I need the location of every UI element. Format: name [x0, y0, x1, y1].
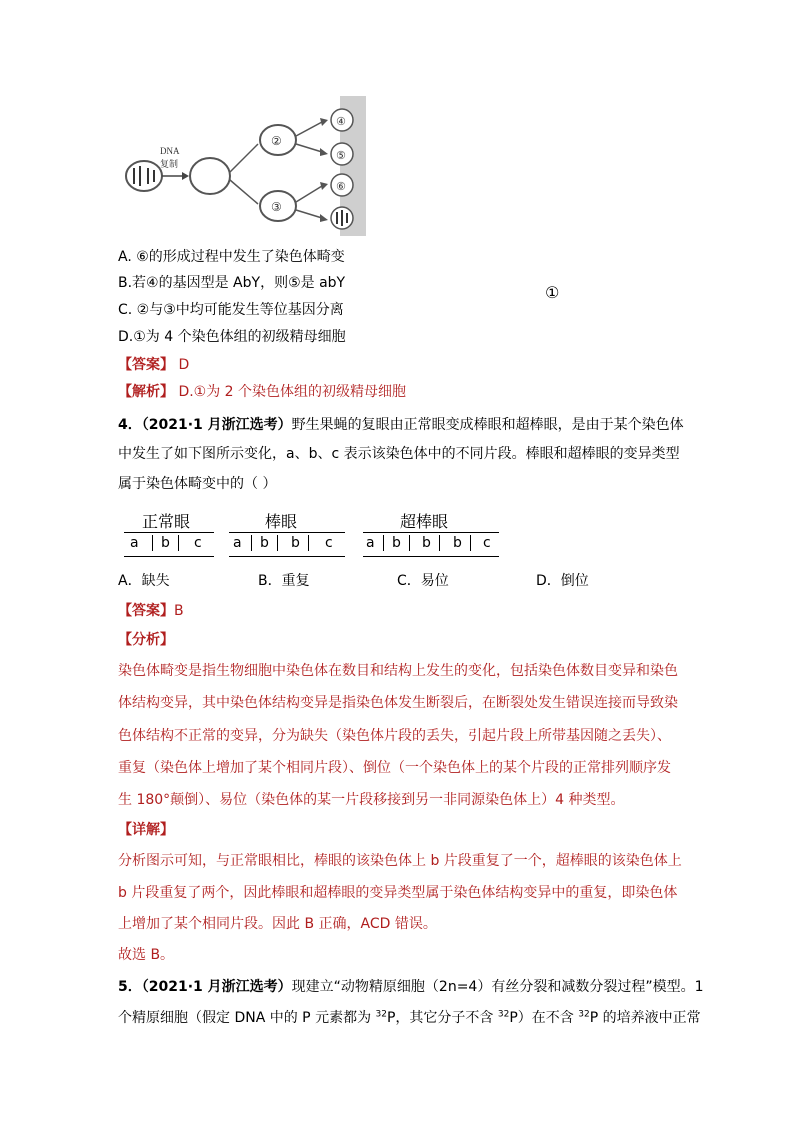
xiangjie-line-3: 上增加了某个相同片段。因此 B 正确，ACD 错误。	[118, 916, 437, 932]
q4-option-b: B．重复	[258, 573, 310, 589]
q5-number: 5．	[118, 979, 142, 995]
superbar-eye-title: 超棒眼	[400, 512, 449, 531]
fenxi-line-3: 色体结构不正常的变异，分为缺失（染色体片段的丢失，引起片段上所带基因随之丢失）、	[118, 728, 671, 744]
q3-option-a: A. ⑥的形成过程中发生了染色体畸变	[118, 249, 345, 265]
q4-option-c: C．易位	[397, 573, 449, 589]
q5-text-2a: 个精原细胞（假定 DNA 中的 P 元素都为	[118, 1010, 376, 1026]
segment-c: c	[325, 535, 333, 551]
fenxi-line-1: 染色体畸变是指生物细胞中染色体在数目和结构上发生的变化，包括染色体数目变异和染色	[118, 663, 678, 679]
fenxi-line-5: 生 180°颠倒）、易位（染色体的某一片段移接到另一非同源染色体上）4 种类型。	[118, 792, 625, 808]
segment-b: b	[445, 535, 471, 551]
q3-option-b: B.若④的基因型是 AbY，则⑤是 abY	[118, 275, 346, 291]
cell-middle	[190, 158, 230, 194]
answer-value: D	[178, 357, 190, 373]
cell-5-label: ⑤	[336, 149, 346, 162]
segment-a: a	[233, 535, 242, 551]
q4-answer	[118, 601, 184, 621]
q5-text-2b: P，其它分子不含	[386, 1010, 498, 1026]
q4-option-a: A．缺失	[118, 573, 170, 589]
q5-source: （2021·1 月浙江选考）	[141, 979, 292, 995]
analysis-label: 【解析】	[118, 384, 174, 400]
cell-division-diagram	[118, 96, 366, 236]
segment-a: a	[130, 535, 139, 551]
q5-line-2	[118, 1008, 701, 1028]
fenxi-line-4: 重复（染色体上增加了某个相同片段）、倒位（一个染色体上的某个片段的正常排列顺序发	[118, 760, 671, 776]
cell-2-label: ②	[271, 134, 282, 148]
xiangjie-line-4: 故选 B。	[118, 947, 175, 963]
answer-value: B	[174, 603, 184, 619]
q4-stem-line-1	[118, 415, 684, 435]
segment-b: b	[251, 535, 278, 551]
q4-stem-line-3: 属于染色体畸变中的（ ）	[118, 476, 277, 492]
xiangjie-line-2: b 片段重复了两个，因此棒眼和超棒眼的变异类型属于染色体结构变异中的重复，即染色体	[118, 885, 678, 901]
answer-label: 【答案】	[118, 357, 174, 373]
q4-stem-1: 野生果蝇的复眼由正常眼变成棒眼和超棒眼，是由于某个染色体	[291, 417, 684, 433]
segment-a: a	[366, 535, 375, 551]
segment-b: b	[414, 535, 440, 551]
floating-marker: ①	[545, 283, 560, 302]
normal-eye-title: 正常眼	[142, 512, 191, 531]
q5-text-2c: P）在不含	[509, 1010, 579, 1026]
cell-1	[126, 161, 162, 191]
cell-division-svg	[118, 96, 366, 236]
xiangjie-label: 【详解】	[118, 822, 174, 838]
cell-6-label: ⑥	[336, 180, 346, 193]
answer-label: 【答案】	[118, 603, 174, 619]
q3-answer	[118, 355, 189, 375]
analysis-text: D.①为 2 个染色体组的初级精母细胞	[178, 384, 407, 400]
q5-text-2d: P 的培养液中正常	[589, 1010, 701, 1026]
xiangjie-line-1: 分析图示可知，与正常眼相比，棒眼的该染色体上 b 片段重复了一个，超棒眼的该染色体上	[118, 853, 682, 869]
segment-c: c	[194, 535, 202, 551]
superbar-chromosome	[363, 532, 499, 558]
q3-option-c: C. ②与③中均可能发生等位基因分离	[118, 302, 344, 318]
q4-stem-line-2: 中发生了如下图所示变化，a、b、c 表示该染色体中的不同片段。棒眼和超棒眼的变异类型	[118, 446, 680, 462]
q4-number: 4．	[118, 417, 142, 433]
superscript: 32	[497, 1009, 510, 1020]
cell-4-label: ④	[336, 115, 346, 128]
q3-analysis	[118, 382, 406, 402]
segment-c: c	[483, 535, 491, 551]
dna-label: DNA	[160, 146, 180, 156]
bar-eye-title: 棒眼	[265, 512, 298, 531]
superscript: 32	[375, 1009, 387, 1020]
replicate-label: 复制	[160, 160, 179, 170]
q5-line-1	[118, 977, 704, 997]
fenxi-label: 【分析】	[118, 632, 174, 648]
segment-b: b	[383, 535, 410, 551]
q4-source: （2021·1 月浙江选考）	[141, 417, 292, 433]
segment-b: b	[152, 535, 179, 551]
q4-option-d: D．倒位	[536, 573, 589, 589]
q5-text-1: 现建立“动物精原细胞（2n=4）有丝分裂和减数分裂过程”模型。1	[291, 979, 704, 995]
normal-chromosome	[124, 532, 214, 558]
cell-3-label: ③	[271, 200, 282, 214]
q3-option-d: D.①为 4 个染色体组的初级精母细胞	[118, 329, 346, 345]
bar-chromosome	[229, 532, 345, 558]
segment-b: b	[283, 535, 309, 551]
superscript: 32	[578, 1009, 590, 1020]
fenxi-line-2: 体结构变异，其中染色体结构变异是指染色体发生断裂后，在断裂处发生错误连接而导致染	[118, 695, 678, 711]
